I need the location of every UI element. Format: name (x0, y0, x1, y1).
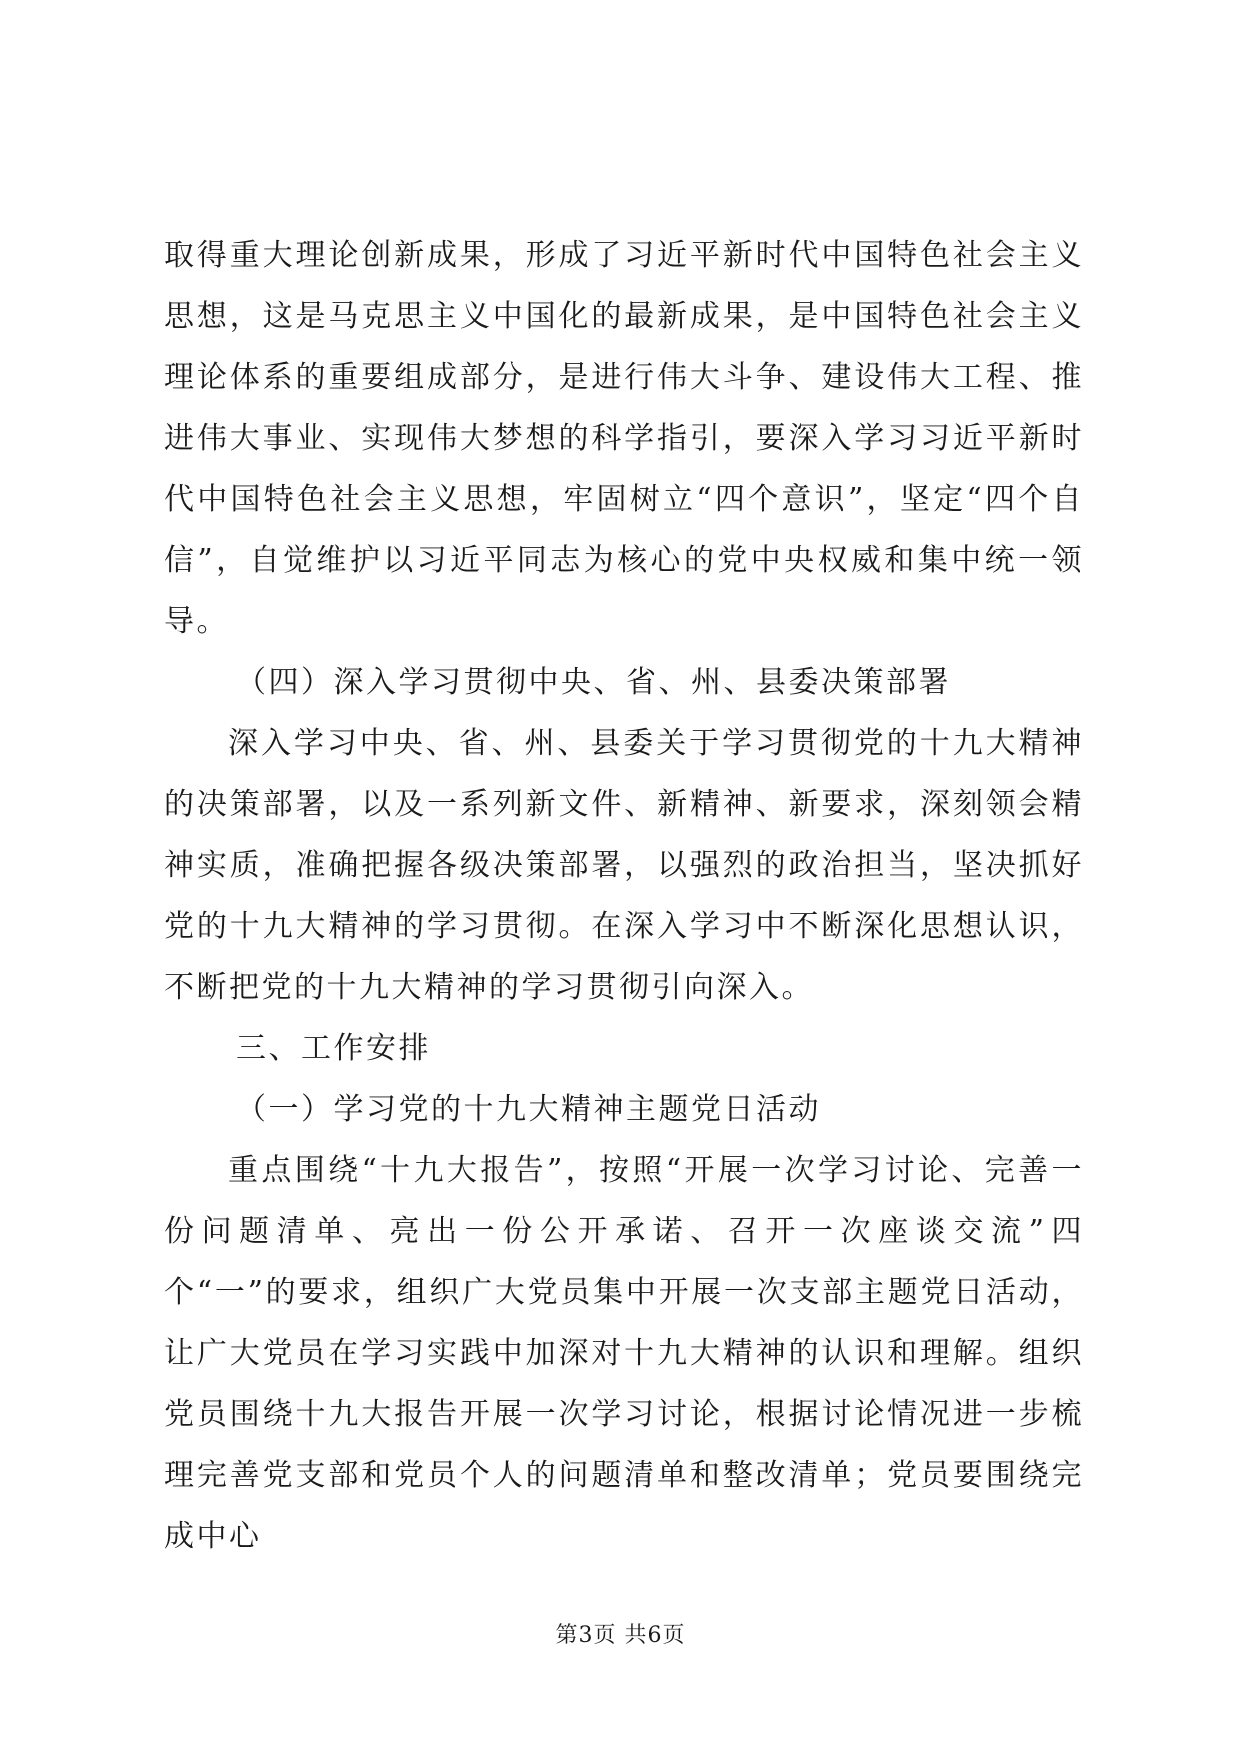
section-heading-work-arrangement: 三、工作安排 (236, 1031, 431, 1066)
paragraph-party-day-activity: 重点围绕“十九大报告”，按照“开展一次学习讨论、完善一份问题清单、亮出一份公开承诺、召开一次座谈交流”四个“一”的要求，组织广大党员集中开展一次支部主题党日活动，让广大党员在学习实践中加深对十九大精神的认识和理解。组织党员围绕十九大报告开展一次学习讨论，根据讨论情况进一步梳理完善党支部和党员个人的问题清单和整改清单；党员要围绕完成中心 (164, 1153, 1084, 1554)
paragraph-continued: 取得重大理论创新成果，形成了习近平新时代中国特色社会主义思想，这是马克思主义中国化的最新成果，是中国特色社会主义理论体系的重要组成部分，是进行伟大斗争、建设伟大工程、推进伟大事业、实现伟大梦想的科学指引，要深入学习习近平新时代中国特色社会主义思想，牢固树立“四个意识”，坚定“四个自信”，自觉维护以习近平同志为核心的党中央权威和集中统一领导。 (164, 238, 1084, 639)
paragraph-decision-deployment: 深入学习中央、省、州、县委关于学习贯彻党的十九大精神的决策部署，以及一系列新文件、新精神、新要求，深刻领会精神实质，准确把握各级决策部署，以强烈的政治担当，坚决抓好党的十九大精神的学习贯彻。在深入学习中不断深化思想认识，不断把党的十九大精神的学习贯彻引向深入。 (164, 726, 1084, 1005)
subheading-one: （一）学习党的十九大精神主题党日活动 (236, 1092, 821, 1127)
page-number-footer: 第3页 共6页 (555, 1623, 686, 1648)
document-body (164, 225, 1084, 1567)
subheading-four: （四）深入学习贯彻中央、省、州、县委决策部署 (236, 665, 951, 700)
